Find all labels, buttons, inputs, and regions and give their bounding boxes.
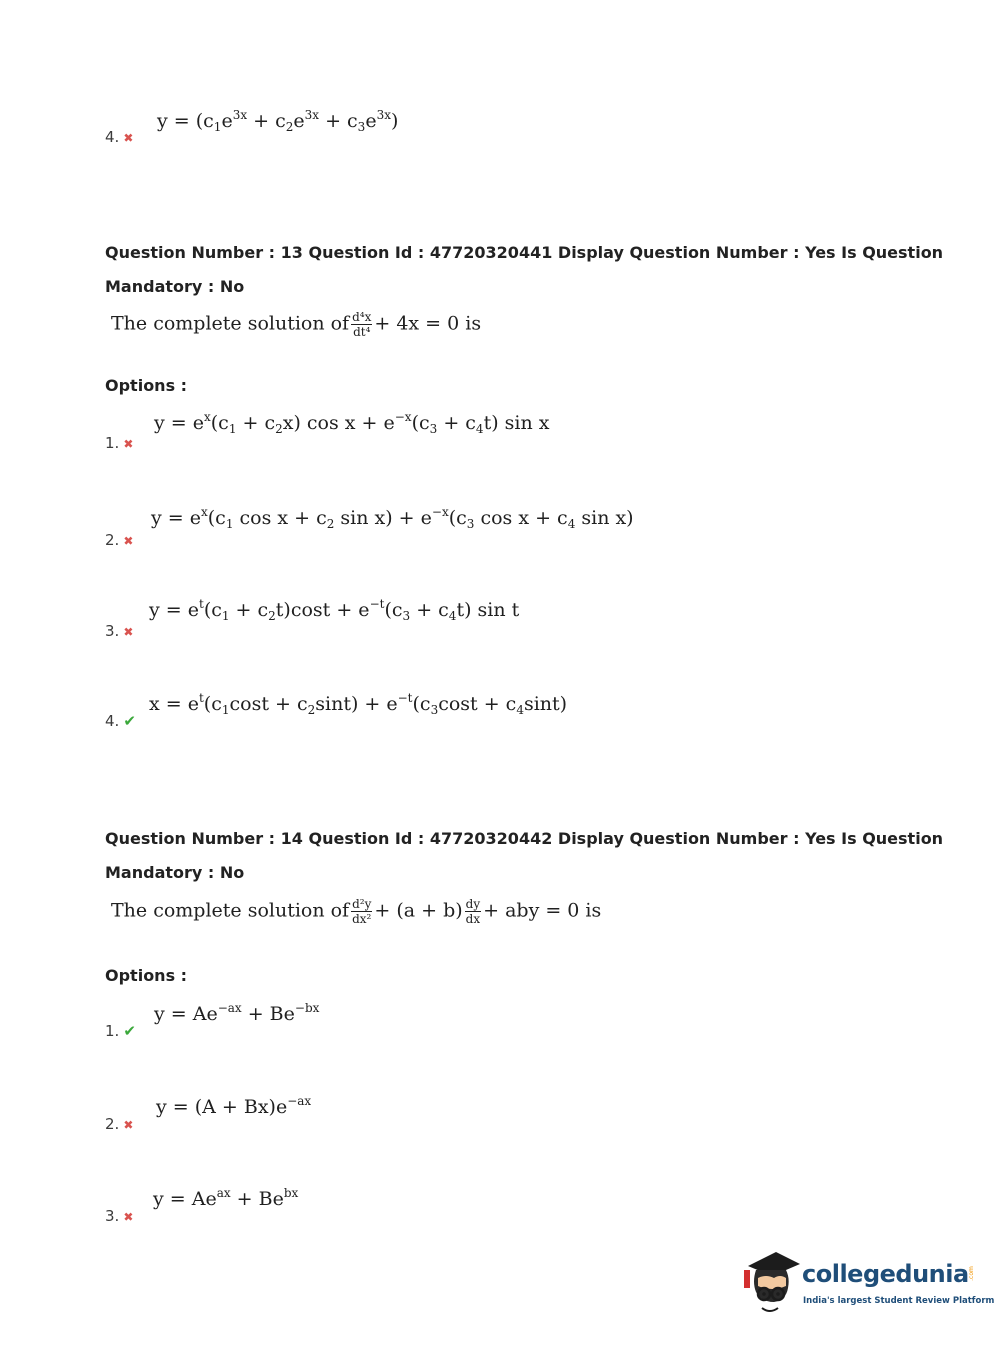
q14-option-1-number: 1. ✔ (105, 1022, 136, 1040)
q13-option-2-formula: $y = e^x(c_1$ $\cos x + c_2$ $\sin x) + e^{-x}(c_3$ $\cos x + c_4$ sin x) (151, 505, 634, 531)
prev-option-4-number: 4. ✖ (105, 128, 134, 146)
q13-option-1-formula: $y = e^x(c_1 + c_2x)$ $\cos x + e^{-x}(c_3 + c_4t)$ sin x (154, 410, 550, 436)
q14-meta-line2: Mandatory : No (105, 863, 245, 882)
q13-meta-line1: Question Number : 13 Question Id : 47720320441 Display Question Number : Yes Is Question (105, 243, 944, 262)
prev-option-4-formula: $y = (c_1e^{3x} + c_2e^{3x} + c_3e^{3x})$ (157, 108, 399, 134)
cross-icon: ✖ (123, 1118, 134, 1132)
collegedunia-logo (742, 1248, 995, 1318)
logo-domain: .com (967, 1266, 975, 1281)
check-icon: ✔ (123, 1022, 136, 1040)
logo-tagline: India's largest Student Review Platform (803, 1296, 995, 1306)
q13-option-1-number: 1. ✖ (105, 434, 134, 452)
q14-stem: The complete solution of $\frac{\text{d²y}}{\text{dx²}}$ + (a + b) $\frac{dy}{dx}$ + aby = 0 is (111, 897, 602, 926)
q14-options-label: Options : (105, 966, 188, 985)
q13-option-3-number: 3. ✖ (105, 622, 134, 640)
cross-icon: ✖ (123, 437, 134, 451)
q13-option-4-number: 4. ✔ (105, 712, 136, 730)
cross-icon: ✖ (123, 625, 134, 639)
check-icon: ✔ (123, 712, 136, 730)
q13-option-3-formula: $y = e^t(c_1 + c_2t)\cos t + e^{-t}(c_3 + c_4t)$ sin t (149, 597, 520, 623)
student-mascot-icon (742, 1248, 802, 1318)
q13-stem: The complete solution of $\frac{\text{d⁴x}}{\text{dt⁴}}$ + 4x = 0 is (111, 310, 482, 339)
q14-meta-line1: Question Number : 14 Question Id : 47720320442 Display Question Number : Yes Is Question (105, 829, 944, 848)
q14-option-2-formula: $y = (A + Bx)e^{-ax}$ (156, 1094, 312, 1118)
q14-option-2-number: 2. ✖ (105, 1115, 134, 1133)
cross-icon: ✖ (123, 1210, 134, 1224)
cross-icon: ✖ (123, 534, 134, 548)
q14-first-derivative-fraction: $\frac{dy}{dx}$ (465, 897, 481, 926)
q13-option-2-number: 2. ✖ (105, 531, 134, 549)
logo-name: collegedunia (802, 1260, 969, 1288)
q13-option-4-formula: $x = e^t(c_1\cos t + c_2\sin t) + e^{-t}(c_3\cos t + c_4\sin t)$ (149, 691, 568, 717)
cross-icon: ✖ (123, 131, 134, 145)
q14-option-3-number: 3. ✖ (105, 1207, 134, 1225)
q14-second-derivative-fraction: $\frac{\text{d²y}}{\text{dx²}}$ (352, 897, 372, 926)
q14-option-1-formula: $y = Ae^{-ax} + Be^{-bx}$ (154, 1001, 320, 1025)
q13-derivative-fraction: $\frac{\text{d⁴x}}{\text{dt⁴}}$ (352, 310, 372, 339)
q13-options-label: Options : (105, 376, 188, 395)
q14-option-3-formula: $y = Ae^{ax} + Be^{bx}$ (153, 1186, 299, 1210)
q13-meta-line2: Mandatory : No (105, 277, 245, 296)
